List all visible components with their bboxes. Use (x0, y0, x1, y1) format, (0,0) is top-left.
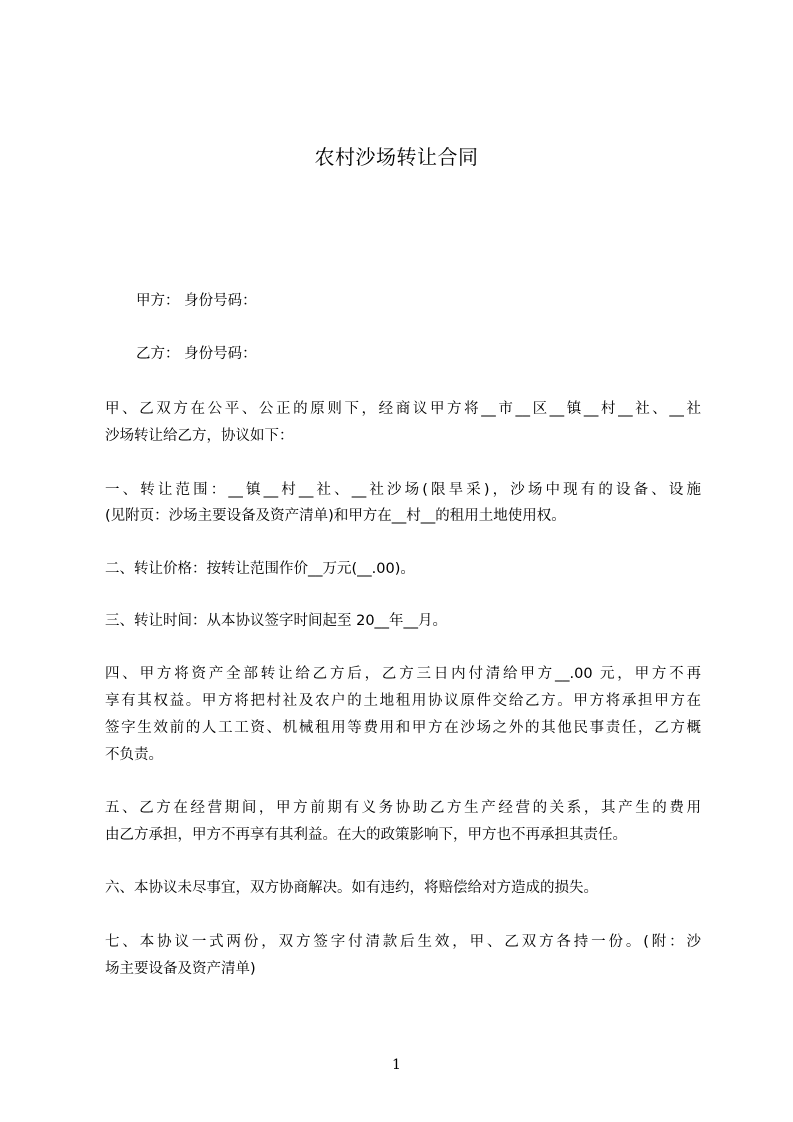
document-title: 农村沙场转让合同 (314, 145, 479, 169)
page-number: 1 (392, 1057, 401, 1073)
clause-3-line: 三、转让时间：从本协议签字时间起至 20__年__月。 (105, 613, 448, 629)
clause-5-line-2: 由乙方承担，甲方不再享有其利益。在大的政策影响下，甲方也不再承担其责任。 (105, 827, 627, 843)
clause-4-line-1: 四、甲方将资产全部转让给乙方后，乙方三日内付清给甲方__.00 元，甲方不再 (105, 666, 701, 682)
clause-4-line-2: 享有其权益。甲方将把村社及农户的土地租用协议原件交给乙方。甲方将承担甲方在 (105, 693, 701, 709)
party-a-line: 甲方： 身份号码： (136, 293, 257, 309)
clause-4-line-4: 不负责。 (105, 747, 163, 763)
clause-6-line: 六、本协议未尽事宜，双方协商解决。如有违约，将赔偿给对方造成的损失。 (105, 880, 598, 896)
clause-7-line-2: 场主要设备及资产清单) (105, 961, 256, 977)
clause-1-line-2: (见附页：沙场主要设备及资产清单)和甲方在__村__的租用土地使用权。 (105, 508, 566, 524)
clause-1-line-1: 一、转让范围：__镇__村__社、__社沙场(限旱采)，沙场中现有的设备、设施 (105, 482, 701, 498)
party-b-line: 乙方： 身份号码： (136, 346, 257, 362)
intro-line-2: 沙场转让给乙方，协议如下： (105, 428, 294, 444)
clause-4-line-3: 签字生效前的人工工资、机械租用等费用和甲方在沙场之外的其他民事责任，乙方概 (105, 720, 701, 736)
intro-line-1: 甲、乙双方在公平、公正的原则下，经商议甲方将__市__区__镇__村__社、__社 (105, 401, 701, 417)
clause-5-line-1: 五、乙方在经营期间，甲方前期有义务协助乙方生产经营的关系，其产生的费用 (105, 800, 701, 816)
clause-2-line: 二、转让价格：按转让范围作价__万元(__.00)。 (105, 561, 415, 577)
clause-7-line-1: 七、本协议一式两份，双方签字付清款后生效，甲、乙双方各持一份。(附：沙 (105, 934, 701, 950)
